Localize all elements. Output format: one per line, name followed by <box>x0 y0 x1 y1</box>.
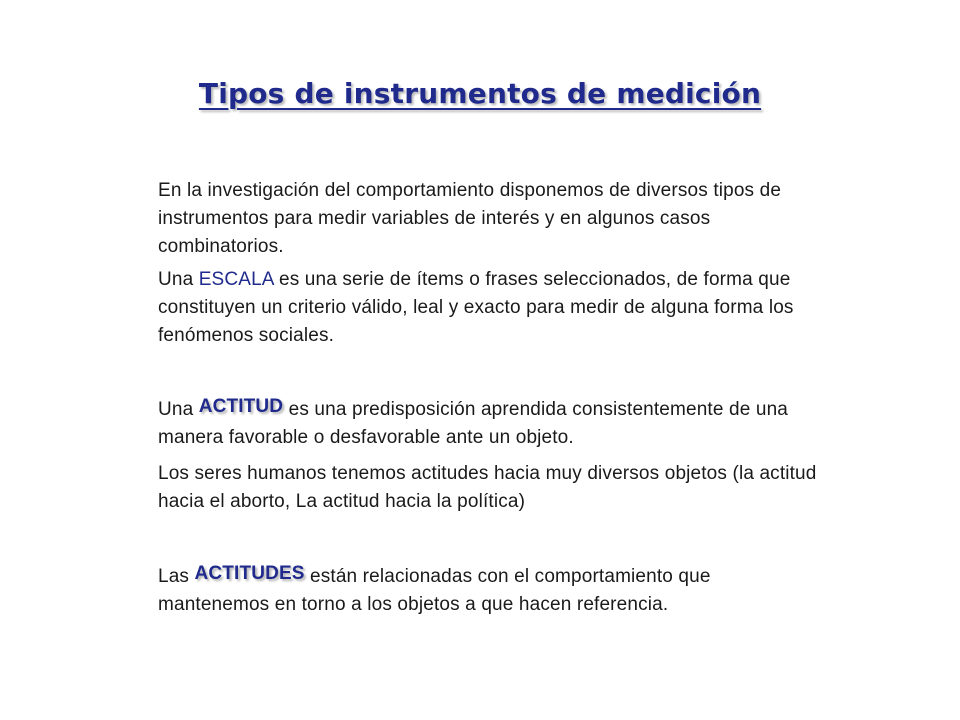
escala-keyword: ESCALA <box>198 269 274 290</box>
actitudes-suffix: están relacionadas con el comportamiento que mantenemos en torno a los objetos a que hacen referencia. <box>158 566 711 615</box>
paragraph-intro <box>158 177 818 261</box>
paragraph-escala <box>158 266 818 350</box>
escala-suffix: es una serie de ítems o frases seleccionados, de forma que constituyen un criterio válido, leal y exacto para medir de alguna forma los fenómenos sociales. <box>158 269 794 346</box>
paragraph-actitud-text <box>158 396 818 452</box>
paragraph-escala-text <box>158 266 818 350</box>
paragraph-actitudes-text <box>158 563 818 619</box>
actitud-prefix: Una <box>158 399 199 420</box>
actitud-keyword: ACTITUD <box>198 396 284 417</box>
paragraph-actitudes <box>158 563 818 619</box>
escala-prefix: Una <box>158 269 199 290</box>
paragraph-seres-text: Los seres humanos tenemos actitudes hacia muy diversos objetos (la actitud hacia el aborto, La actitud hacia la política) <box>158 463 817 512</box>
actitudes-prefix: Las <box>158 566 195 587</box>
slide-title: Tipos de instrumentos de medición <box>198 76 762 110</box>
paragraph-seres <box>158 460 818 516</box>
paragraph-actitud <box>158 396 818 452</box>
actitud-suffix: es una predisposición aprendida consistentemente de una manera favorable o desfavorable ante un objeto. <box>158 399 789 448</box>
actitudes-keyword: ACTITUDES <box>194 563 305 584</box>
paragraph-intro-text: En la investigación del comportamiento disponemos de diversos tipos de instrumentos para medir variables de interés y en algunos casos combinatorios. <box>158 180 782 257</box>
